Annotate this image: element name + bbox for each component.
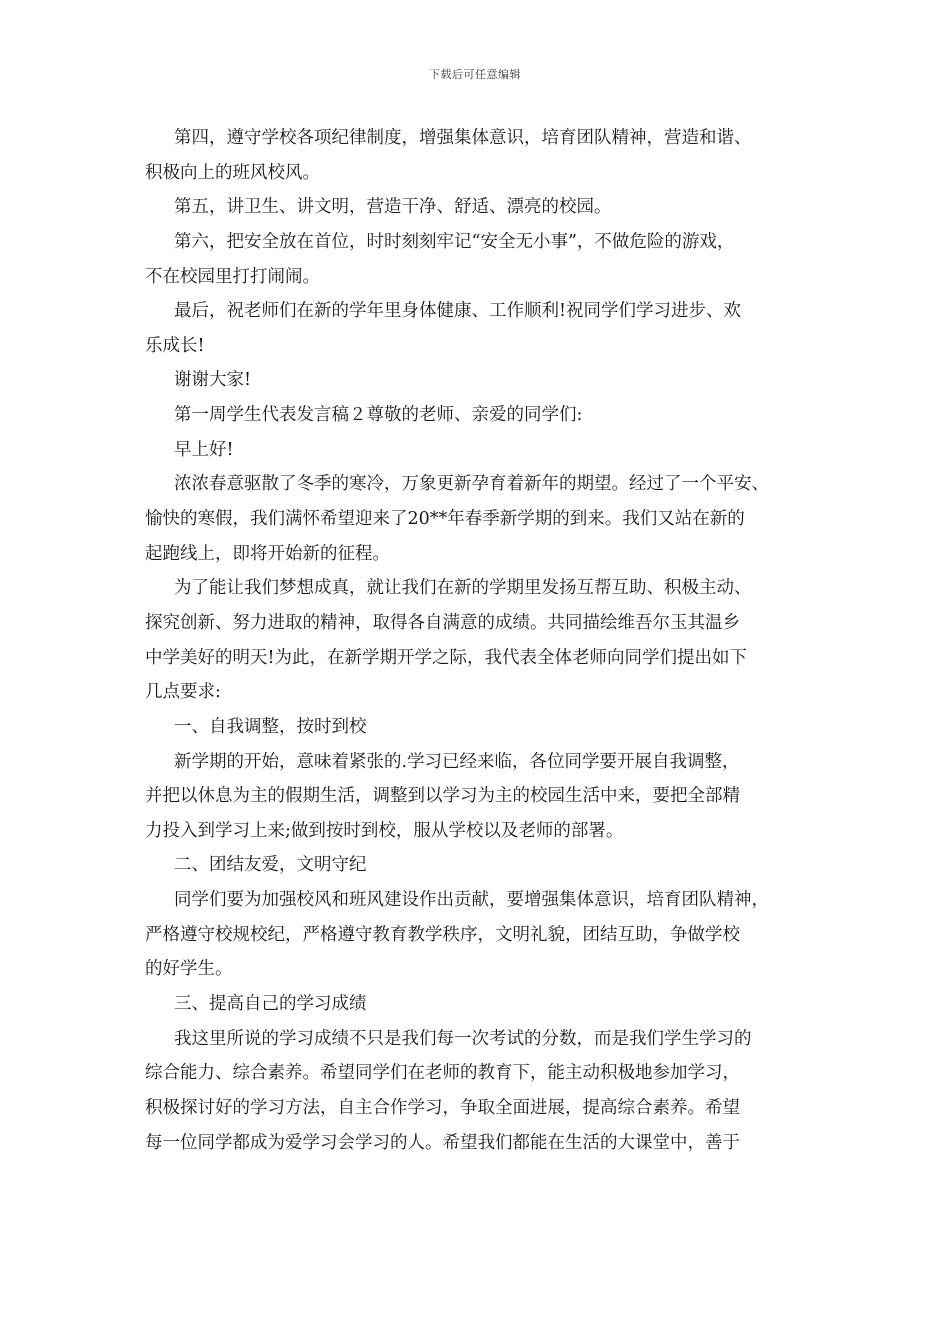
text-line: 积极探讨好的学习方法，自主合作学习，争取全面进展，提高综合素养。希望 xyxy=(145,1097,740,1118)
text-line: 严格遵守校规校纪，严格遵守教育教学秩序，文明礼貌，团结互助，争做学校 xyxy=(145,924,740,945)
text-line: 乐成长! xyxy=(145,335,205,356)
text-line: 并把以休息为主的假期生活，调整到以学习为主的校园生活中来，要把全部精 xyxy=(145,786,740,807)
text-line: 第四，遵守学校各项纪律制度，增强集体意识，培育团队精神，营造和谐、 xyxy=(174,128,752,148)
text-line: 起跑线上，即将开始新的征程。 xyxy=(145,543,390,564)
text-line: 为了能让我们梦想成真，就让我们在新的学期里发扬互帮互助、积极主动、 xyxy=(174,578,752,599)
text-line: 我这里所说的学习成绩不只是我们每一次考试的分数，而是我们学生学习的 xyxy=(174,1028,752,1049)
text-line: 新学期的开始，意味着紧张的.学习已经来临，各位同学要开展自我调整， xyxy=(174,751,740,772)
text-line: 探究创新、努力进取的精神，取得各自满意的成绩。共同描绘维吾尔玉其温乡 xyxy=(145,612,740,633)
text-line: 愉快的寒假，我们满怀希望迎来了20**年春季新学期的到来。我们又站在新的 xyxy=(145,509,745,530)
text-line: 的好学生。 xyxy=(145,959,233,980)
text-line: 第一周学生代表发言稿２尊敬的老师、亲爱的同学们: xyxy=(174,405,583,426)
text-line: 第六，把安全放在首位，时时刻刻牢记“安全无小事”，不做危险的游戏， xyxy=(174,231,735,252)
document-body xyxy=(145,121,825,1160)
text-line: 谢谢大家! xyxy=(174,370,252,391)
text-line: 最后，祝老师们在新的学年里身体健康、工作顺利!祝同学们学习进步、欢 xyxy=(174,301,742,322)
page-header: 下载后可任意编辑 xyxy=(429,68,521,81)
text-line: 力投入到学习上来;做到按时到校，服从学校以及老师的部署。 xyxy=(145,820,624,841)
text-line: 浓浓春意驱散了冬季的寒冷，万象更新孕育着新年的期望。经过了一个平安、 xyxy=(174,474,769,495)
text-line: 二、团结友爱，文明守纪 xyxy=(174,855,367,876)
text-line: 一、自我调整，按时到校 xyxy=(174,716,367,737)
text-line: 几点要求: xyxy=(145,682,221,703)
text-line: 不在校园里打打闹闹。 xyxy=(145,266,320,287)
text-line: 中学美好的明天!为此，在新学期开学之际，我代表全体老师向同学们提出如下 xyxy=(145,647,748,668)
text-line: 综合能力、综合素养。希望同学们在老师的教育下，能主动积极地参加学习， xyxy=(145,1063,740,1084)
text-line: 早上好! xyxy=(174,439,234,460)
text-line: 积极向上的班风校风。 xyxy=(145,162,320,183)
text-line: 同学们要为加强校风和班风建设作出贡献，要增强集体意识，培育团队精神， xyxy=(174,890,769,911)
text-line: 第五，讲卫生、讲文明，营造干净、舒适、漂亮的校园。 xyxy=(174,197,612,218)
text-line: 每一位同学都成为爱学习会学习的人。希望我们都能在生活的大课堂中，善于 xyxy=(145,1132,740,1153)
text-line: 三、提高自己的学习成绩 xyxy=(174,994,367,1015)
